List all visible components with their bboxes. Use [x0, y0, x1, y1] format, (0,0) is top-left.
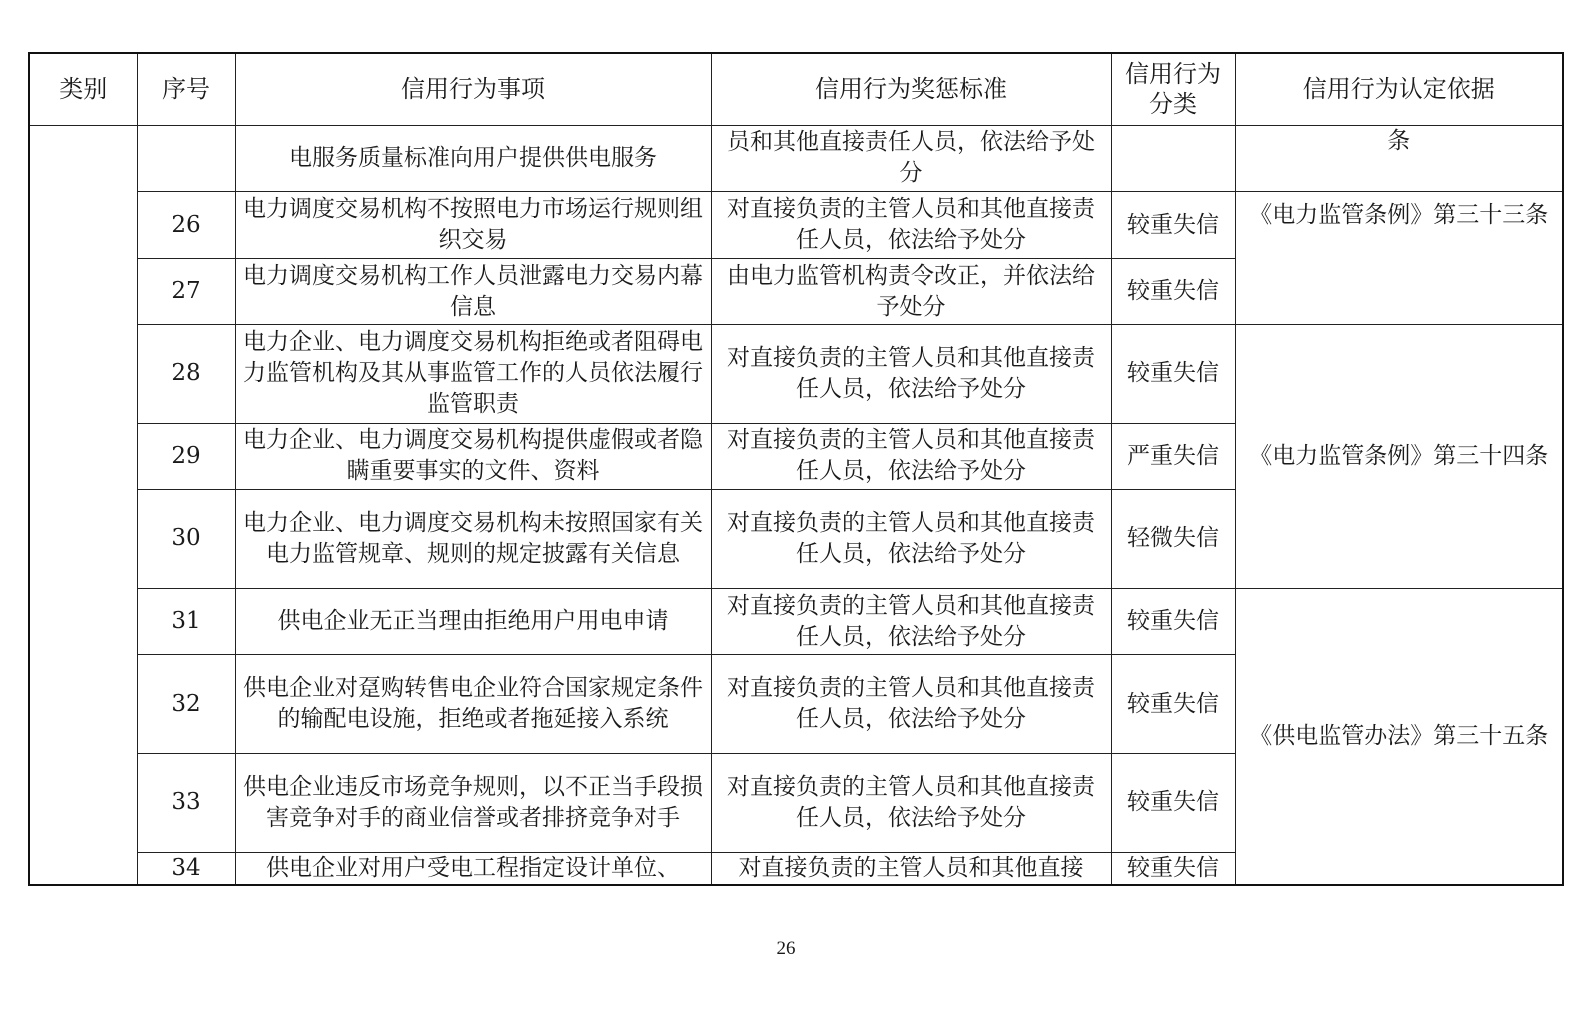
table-row: [29, 588, 1563, 654]
category-cell: [29, 125, 137, 885]
seq-cell: 29: [137, 423, 235, 489]
header-row: [29, 53, 1563, 125]
page-number: 26: [776, 938, 796, 959]
basis-cell: 《电力监管条例》第三十四条: [1235, 324, 1563, 588]
standard-cell: 对直接负责的主管人员和其他直接责任人员，依法给予处分: [711, 588, 1111, 654]
event-cell: 供电企业对趸购转售电企业符合国家规定条件的输配电设施，拒绝或者拖延接入系统: [235, 655, 711, 754]
class-cell: 较重失信: [1111, 852, 1235, 885]
standard-cell: 员和其他直接责任人员，依法给予处分: [711, 125, 1111, 191]
event-cell: 供电企业违反市场竞争规则，以不正当手段损害竞争对手的商业信誉或者排挤竞争对手: [235, 753, 711, 852]
event-cell: 供电企业无正当理由拒绝用户用电申请: [235, 588, 711, 654]
seq-cell: 30: [137, 490, 235, 589]
event-cell: 供电企业对用户受电工程指定设计单位、: [235, 852, 711, 885]
event-cell: 电力企业、电力调度交易机构拒绝或者阻碍电力监管机构及其从事监管工作的人员依法履行监管职责: [235, 324, 711, 423]
header-seq: 序号: [137, 53, 235, 125]
basis-cell: 《供电监管办法》第三十五条: [1235, 588, 1563, 885]
class-cell: 较重失信: [1111, 191, 1235, 258]
basis-cell-continuation: 条: [1235, 125, 1563, 191]
class-cell: 较重失信: [1111, 753, 1235, 852]
seq-cell: 33: [137, 753, 235, 852]
class-cell: 严重失信: [1111, 423, 1235, 489]
standard-cell: 由电力监管机构责令改正，并依法给予处分: [711, 259, 1111, 324]
event-cell: 电力企业、电力调度交易机构提供虚假或者隐瞒重要事实的文件、资料: [235, 423, 711, 489]
header-category: 类别: [29, 53, 137, 125]
standard-cell: 对直接负责的主管人员和其他直接责任人员，依法给予处分: [711, 191, 1111, 258]
seq-cell: 34: [137, 852, 235, 885]
class-cell: 较重失信: [1111, 324, 1235, 423]
seq-cell: 31: [137, 588, 235, 654]
seq-cell: 32: [137, 655, 235, 754]
seq-cell: 27: [137, 259, 235, 324]
header-class-line1: 信用行为: [1125, 60, 1221, 89]
event-cell: 电力企业、电力调度交易机构未按照国家有关电力监管规章、规则的规定披露有关信息: [235, 490, 711, 589]
header-event: 信用行为事项: [235, 53, 711, 125]
standard-cell: 对直接负责的主管人员和其他直接责任人员，依法给予处分: [711, 490, 1111, 589]
class-cell: 较重失信: [1111, 259, 1235, 324]
header-class-line2: 分类: [1149, 90, 1197, 119]
header-basis: 信用行为认定依据: [1235, 53, 1563, 125]
standard-cell: 对直接负责的主管人员和其他直接责任人员，依法给予处分: [711, 753, 1111, 852]
header-class: [1111, 53, 1235, 125]
table-row: [29, 324, 1563, 423]
table-row-continuation: [29, 125, 1563, 191]
credit-behavior-table: [28, 52, 1564, 886]
seq-cell: [137, 125, 235, 191]
standard-cell: 对直接负责的主管人员和其他直接责任人员，依法给予处分: [711, 655, 1111, 754]
event-cell: 电力调度交易机构不按照电力市场运行规则组织交易: [235, 191, 711, 258]
table-row: [29, 191, 1563, 258]
basis-cell: 《电力监管条例》第三十三条: [1235, 191, 1563, 324]
class-cell: [1111, 125, 1235, 191]
standard-cell: 对直接负责的主管人员和其他直接: [711, 852, 1111, 885]
class-cell: 较重失信: [1111, 655, 1235, 754]
standard-cell: 对直接负责的主管人员和其他直接责任人员，依法给予处分: [711, 423, 1111, 489]
header-standard: 信用行为奖惩标准: [711, 53, 1111, 125]
standard-cell: 对直接负责的主管人员和其他直接责任人员，依法给予处分: [711, 324, 1111, 423]
event-cell: 电力调度交易机构工作人员泄露电力交易内幕信息: [235, 259, 711, 324]
seq-cell: 26: [137, 191, 235, 258]
seq-cell: 28: [137, 324, 235, 423]
class-cell: 较重失信: [1111, 588, 1235, 654]
event-cell: 电服务质量标准向用户提供供电服务: [235, 125, 711, 191]
class-cell: 轻微失信: [1111, 490, 1235, 589]
